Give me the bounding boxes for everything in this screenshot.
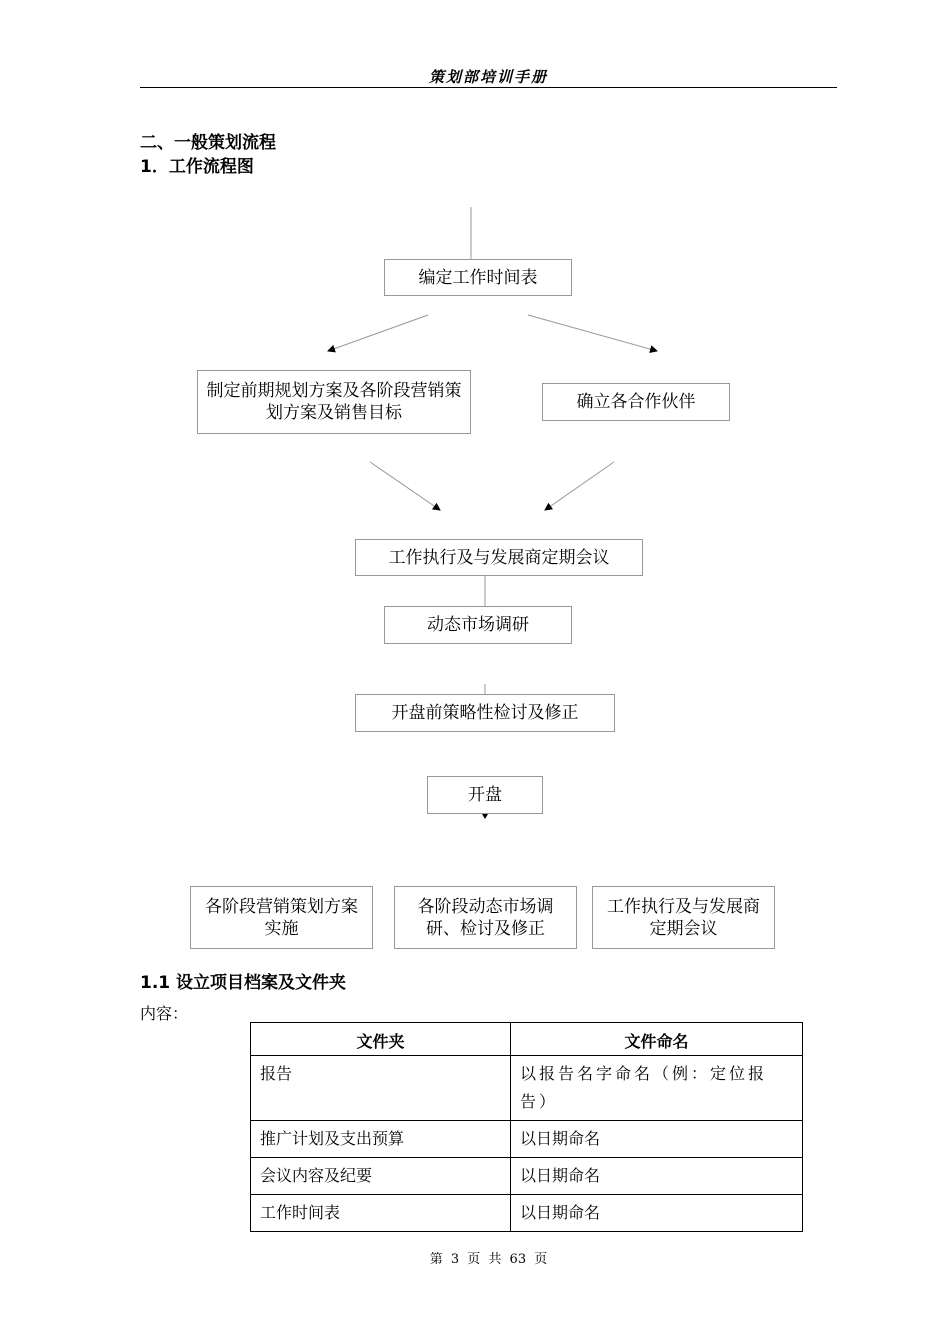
table-cell-folder: 推广计划及支出预算 bbox=[251, 1121, 511, 1158]
table-row bbox=[251, 1121, 803, 1158]
flow-step-market-research: 动态市场调研 bbox=[384, 606, 572, 644]
table-cell-naming: 以日期命名 bbox=[511, 1121, 803, 1158]
page-header-title: 策划部培训手册 bbox=[428, 68, 548, 86]
flow-step-plan: 制定前期规划方案及各阶段营销策划方案及销售目标 bbox=[197, 370, 471, 434]
arrow-open-tip bbox=[482, 814, 488, 819]
flow-final-marketing: 各阶段营销策划方案实施 bbox=[190, 886, 373, 949]
table-cell-folder: 报告 bbox=[251, 1056, 511, 1121]
file-naming-table bbox=[250, 1022, 803, 1232]
table-row bbox=[251, 1195, 803, 1232]
table-cell-naming: 以日期命名 bbox=[511, 1158, 803, 1195]
flow-step-partners: 确立各合作伙伴 bbox=[542, 383, 730, 421]
flow-final-meeting: 工作执行及与发展商定期会议 bbox=[592, 886, 775, 949]
table-cell-folder: 会议内容及纪要 bbox=[251, 1158, 511, 1195]
section-heading: 二、一般策划流程 bbox=[140, 133, 276, 153]
subsection-heading: 1.1 设立项目档案及文件夹 bbox=[140, 973, 347, 993]
arrow-partners-to-exec bbox=[545, 462, 614, 510]
flow-step-schedule: 编定工作时间表 bbox=[384, 259, 572, 296]
table-cell-folder: 工作时间表 bbox=[251, 1195, 511, 1232]
table-cell-naming: 以报告名字命名（例：定位报告） bbox=[511, 1056, 803, 1121]
table-row bbox=[251, 1158, 803, 1195]
column-header-naming: 文件命名 bbox=[511, 1023, 803, 1056]
column-header-folder: 文件夹 bbox=[251, 1023, 511, 1056]
arrow-to-plan bbox=[328, 315, 428, 351]
table-cell-naming: 以日期命名 bbox=[511, 1195, 803, 1232]
content-label: 内容： bbox=[140, 1004, 189, 1023]
section-subheading: 1．工作流程图 bbox=[140, 157, 254, 177]
flow-step-review: 开盘前策略性检讨及修正 bbox=[355, 694, 615, 732]
page-footer: 第 3 页 共 63 页 bbox=[429, 1252, 548, 1267]
arrow-plan-to-exec bbox=[370, 462, 440, 510]
table-header-row bbox=[251, 1023, 803, 1056]
table-row bbox=[251, 1056, 803, 1121]
flow-step-open: 开盘 bbox=[427, 776, 543, 814]
flow-final-research: 各阶段动态市场调研、检讨及修正 bbox=[394, 886, 577, 949]
arrow-to-partners bbox=[528, 315, 657, 351]
flow-step-execution-meeting: 工作执行及与发展商定期会议 bbox=[355, 539, 643, 576]
